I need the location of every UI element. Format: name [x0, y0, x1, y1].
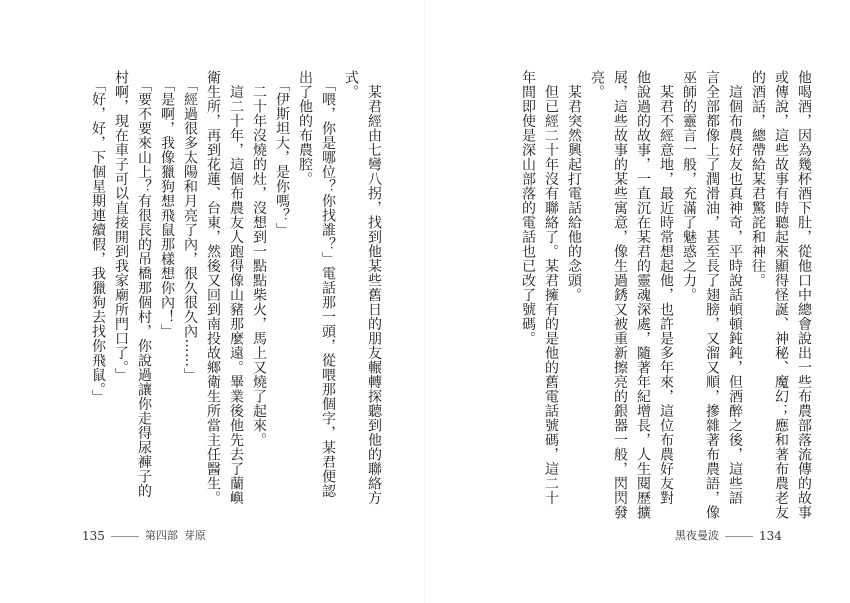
text-line: 這二十年，這個布農友人跑得像山豬那麼遠。畢業後他先去了蘭嶼: [228, 84, 244, 505]
text-line: 村啊，現在車子可以直接開到我家廟所門口了。」: [113, 70, 129, 382]
right-text-block: [520, 70, 815, 520]
text-line: 式。: [343, 70, 359, 99]
text-line: 「伊斯坦大，是你嗎？」: [274, 84, 290, 237]
text-line: 年間即使是深山部落的電話也已改了號碼。: [520, 70, 536, 346]
folio-rule: [111, 536, 139, 537]
right-page: [425, 0, 850, 603]
folio-rule: [725, 536, 753, 537]
text-line: 亮。: [589, 70, 605, 99]
text-line: 這個布農好友也真神奇，平時說話頓頓鈍鈍，但酒醉之後，這些語: [727, 84, 743, 505]
text-line: 某君經由七彎八拐，找到他某些舊日的朋友輾轉探聽到他的聯絡方: [366, 84, 382, 505]
text-line: 某君不經意地，最近時常想起他，也許是多年來，這位布農好友對: [658, 84, 674, 505]
text-line: 言全部都像上了潤滑油，甚至長了翅膀，又溜又順，摻雜著布農語，像: [704, 70, 720, 520]
text-line: 巫師的靈言一般，充滿了魅惑之力。: [681, 70, 697, 302]
left-folio: [82, 529, 206, 543]
page-number: 134: [759, 529, 782, 543]
text-line: 的酒話，總帶給某君驚詫和神往。: [750, 70, 766, 288]
text-line: 但已經二十年沒有聯絡了。某君擁有的是他的舊電話號碼，這二十: [543, 84, 559, 505]
text-line: 衛生所，再到花蓮、台東，然後又回到南投故鄉衛生所當主任醫生。: [205, 70, 221, 505]
text-line: 「好，好，下個星期連續假，我獵狗去找你飛鼠。」: [90, 84, 106, 404]
left-text-block: [85, 70, 385, 505]
text-line: 「要不要來山上？有很長的吊橋那個村，你說過讓你走得尿褲子的: [136, 84, 152, 498]
text-line: 「是啊，我像獵狗想飛鼠那樣想你內！」: [159, 84, 175, 339]
text-line: 「經過很多太陽和月亮了內，很久很久內……」: [182, 84, 198, 382]
text-line: 二十年沒燒的灶，沒想到一點點柴火，馬上又燒了起來。: [251, 84, 267, 447]
text-line: 他喝酒，因為幾杯酒下肚，從他口中總會說出一些布農部落流傳的故事: [796, 70, 812, 520]
text-line: 某君突然興起打電話給他的念頭。: [566, 84, 582, 302]
text-line: 「喂，你是哪位？你找誰？」電話那一頭，從喂那個字，某君便認: [320, 84, 336, 498]
text-line: 他說過的故事，一直沉在某君的靈魂深處，隨著年紀增長，人生閱歷擴: [635, 70, 651, 520]
text-line: 或傳說，這些故事有時聽起來顯得怪誕、神秘、魔幻；應和著布農老友: [773, 70, 789, 520]
chapter-title: 芽原: [183, 529, 206, 542]
running-title: 黑夜曼波: [675, 529, 719, 542]
text-line: 出了他的布農腔。: [297, 70, 313, 186]
text-line: 展，這些故事的某些寓意，像生過銹又被重新擦亮的銀器一般，閃閃發: [612, 70, 628, 520]
section-title: 第四部: [144, 529, 178, 542]
page-number: 135: [82, 529, 105, 543]
right-folio: [675, 529, 782, 543]
